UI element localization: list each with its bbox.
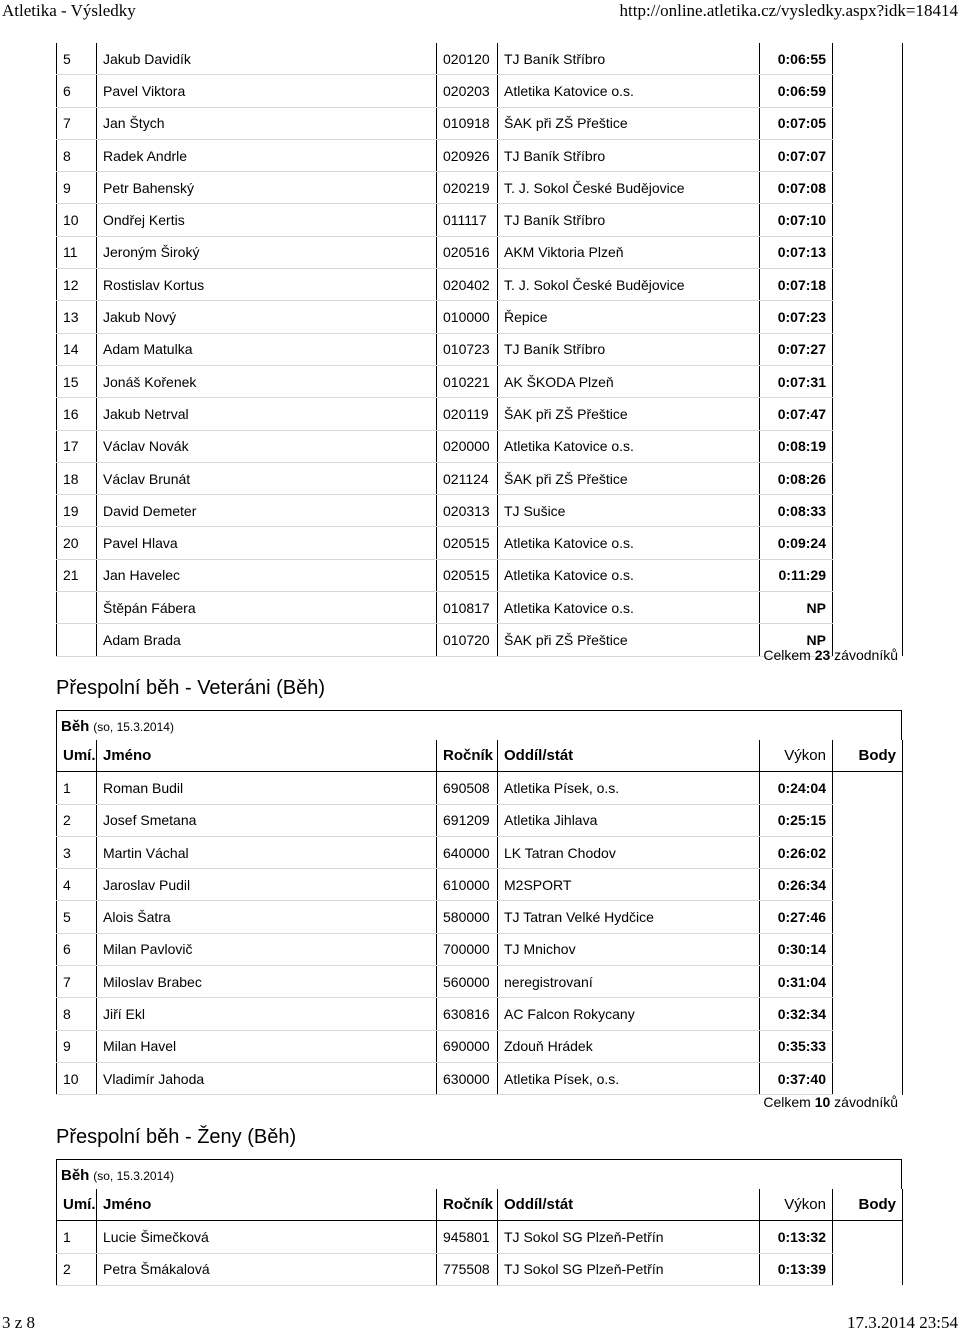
cell-name: Rostislav Kortus [97, 269, 437, 301]
cell-rank: 12 [57, 269, 97, 301]
table-row [57, 204, 903, 236]
column-header-points: Body [833, 1189, 903, 1221]
event-name: Běh [61, 1167, 90, 1184]
cell-rank: 2 [57, 1253, 97, 1285]
cell-name: Pavel Hlava [97, 527, 437, 559]
cell-year: 630816 [437, 998, 498, 1030]
cell-time: NP [760, 592, 833, 624]
table-row [57, 139, 903, 171]
print-footer [0, 1312, 960, 1334]
cell-name: Václav Novák [97, 430, 437, 462]
cell-club: T. J. Sokol České Budějovice [498, 172, 760, 204]
cell-time: 0:26:02 [760, 836, 833, 868]
cell-name: Petr Bahenský [97, 172, 437, 204]
cell-name: Miloslav Brabec [97, 966, 437, 998]
cell-name: Ondřej Kertis [97, 204, 437, 236]
cell-name: Radek Andrle [97, 139, 437, 171]
cell-time: 0:07:27 [760, 333, 833, 365]
cell-time: 0:07:31 [760, 365, 833, 397]
column-header-rank: Umí. [57, 740, 97, 772]
event-date: (so, 15.3.2014) [93, 1169, 174, 1183]
cell-rank: 2 [57, 804, 97, 836]
print-timestamp: 17.3.2014 23:54 [847, 1313, 958, 1332]
total-count-veterans: Celkem 10 závodníků [763, 1094, 898, 1110]
cell-club: Atletika Katovice o.s. [498, 559, 760, 591]
cell-name: Jakub Nový [97, 301, 437, 333]
cell-year: 020120 [437, 43, 498, 75]
cell-points [833, 172, 903, 204]
cell-year: 021124 [437, 462, 498, 494]
cell-time: 0:35:33 [760, 1030, 833, 1062]
cell-points [833, 933, 903, 965]
cell-club: AK ŠKODA Plzeň [498, 365, 760, 397]
cell-club: Atletika Písek, o.s. [498, 772, 760, 804]
cell-year: 020203 [437, 75, 498, 107]
cell-year: 630000 [437, 1062, 498, 1094]
table-row [57, 772, 903, 804]
cell-year: 010817 [437, 592, 498, 624]
cell-points [833, 495, 903, 527]
cell-points [833, 462, 903, 494]
cell-time: 0:30:14 [760, 933, 833, 965]
cell-club: AC Falcon Rokycany [498, 998, 760, 1030]
cell-rank: 9 [57, 172, 97, 204]
cell-club: Řepice [498, 301, 760, 333]
cell-name: Roman Budil [97, 772, 437, 804]
cell-name: Jan Havelec [97, 559, 437, 591]
cell-rank: 20 [57, 527, 97, 559]
column-header-name: Jméno [97, 740, 437, 772]
cell-club: neregistrovaní [498, 966, 760, 998]
cell-points [833, 333, 903, 365]
cell-year: 011117 [437, 204, 498, 236]
cell-rank: 7 [57, 966, 97, 998]
section-title-veterans: Přespolní běh - Veteráni (Běh) [56, 677, 326, 699]
table-row [57, 1030, 903, 1062]
cell-club: TJ Baník Stříbro [498, 139, 760, 171]
cell-time: 0:07:13 [760, 236, 833, 268]
total-count-juniors: Celkem 23 závodníků [763, 647, 898, 663]
cell-club: TJ Mnichov [498, 933, 760, 965]
cell-time: 0:07:18 [760, 269, 833, 301]
cell-year: 690000 [437, 1030, 498, 1062]
cell-time: 0:07:08 [760, 172, 833, 204]
header-url: http://online.atletika.cz/vysledky.aspx?idk=18414 [619, 1, 958, 20]
cell-points [833, 301, 903, 333]
header-title: Atletika - Výsledky [2, 1, 136, 20]
table-row [57, 365, 903, 397]
cell-time: 0:08:33 [760, 495, 833, 527]
cell-points [833, 430, 903, 462]
cell-time: 0:25:15 [760, 804, 833, 836]
cell-name: Jaroslav Pudil [97, 869, 437, 901]
table-row [57, 75, 903, 107]
cell-points [833, 1062, 903, 1094]
event-name: Běh [61, 718, 90, 735]
cell-points [833, 527, 903, 559]
cell-year: 020000 [437, 430, 498, 462]
cell-name: Jiří Ekl [97, 998, 437, 1030]
cell-points [833, 998, 903, 1030]
cell-club: TJ Sokol SG Plzeň-Petřín [498, 1253, 760, 1285]
cell-time: 0:31:04 [760, 966, 833, 998]
cell-year: 020119 [437, 398, 498, 430]
table-row [57, 1221, 903, 1253]
page-number: 3 z 8 [2, 1313, 36, 1332]
cell-year: 010000 [437, 301, 498, 333]
cell-time: 0:07:05 [760, 107, 833, 139]
section-title-women: Přespolní běh - Ženy (Běh) [56, 1126, 297, 1148]
table-row [57, 430, 903, 462]
cell-name: Jeroným Široký [97, 236, 437, 268]
table-row [57, 527, 903, 559]
cell-club: ŠAK při ZŠ Přeštice [498, 107, 760, 139]
cell-year: 010221 [437, 365, 498, 397]
cell-points [833, 398, 903, 430]
cell-club: M2SPORT [498, 869, 760, 901]
cell-time: 0:09:24 [760, 527, 833, 559]
cell-year: 020515 [437, 559, 498, 591]
column-header-points: Body [833, 740, 903, 772]
cell-points [833, 107, 903, 139]
cell-rank: 8 [57, 139, 97, 171]
cell-points [833, 836, 903, 868]
cell-rank: 21 [57, 559, 97, 591]
cell-year: 020313 [437, 495, 498, 527]
cell-year: 775508 [437, 1253, 498, 1285]
cell-rank: 10 [57, 1062, 97, 1094]
table-row [57, 43, 903, 75]
cell-name: Alois Šatra [97, 901, 437, 933]
cell-rank: 14 [57, 333, 97, 365]
cell-rank: 15 [57, 365, 97, 397]
cell-points [833, 592, 903, 624]
cell-club: Atletika Katovice o.s. [498, 527, 760, 559]
cell-year: 640000 [437, 836, 498, 868]
table-row [57, 462, 903, 494]
cell-name: Jan Štych [97, 107, 437, 139]
cell-year: 020516 [437, 236, 498, 268]
cell-rank: 13 [57, 301, 97, 333]
cell-year: 691209 [437, 804, 498, 836]
cell-rank: 8 [57, 998, 97, 1030]
cell-year: 010720 [437, 624, 498, 656]
cell-time: 0:07:07 [760, 139, 833, 171]
cell-time: 0:06:59 [760, 75, 833, 107]
cell-year: 010723 [437, 333, 498, 365]
cell-time: 0:13:32 [760, 1221, 833, 1253]
table-row [57, 495, 903, 527]
cell-club: TJ Baník Stříbro [498, 333, 760, 365]
cell-club: Atletika Katovice o.s. [498, 430, 760, 462]
column-header-year: Ročník [437, 1189, 498, 1221]
cell-rank: 5 [57, 901, 97, 933]
cell-points [833, 139, 903, 171]
cell-name: Vladimír Jahoda [97, 1062, 437, 1094]
cell-name: Pavel Viktora [97, 75, 437, 107]
cell-rank: 10 [57, 204, 97, 236]
cell-points [833, 236, 903, 268]
table-row [57, 269, 903, 301]
table-row [57, 869, 903, 901]
cell-points [833, 43, 903, 75]
cell-rank: 19 [57, 495, 97, 527]
cell-points [833, 1221, 903, 1253]
table-row [57, 966, 903, 998]
results-table-women [56, 1189, 903, 1286]
cell-points [833, 1030, 903, 1062]
cell-club: TJ Sušice [498, 495, 760, 527]
column-header-club: Oddíl/stát [498, 1189, 760, 1221]
cell-points [833, 559, 903, 591]
column-header-rank: Umí. [57, 1189, 97, 1221]
cell-points [833, 75, 903, 107]
cell-rank: 6 [57, 933, 97, 965]
cell-time: 0:07:23 [760, 301, 833, 333]
table-row [57, 933, 903, 965]
cell-rank: 11 [57, 236, 97, 268]
table-row [57, 1062, 903, 1094]
cell-rank: 17 [57, 430, 97, 462]
cell-rank: 18 [57, 462, 97, 494]
cell-points [833, 772, 903, 804]
cell-rank [57, 624, 97, 656]
table-row [57, 592, 903, 624]
cell-rank: 5 [57, 43, 97, 75]
cell-name: Lucie Šimečková [97, 1221, 437, 1253]
column-header-club: Oddíl/stát [498, 740, 760, 772]
cell-name: Adam Matulka [97, 333, 437, 365]
cell-club: TJ Baník Stříbro [498, 43, 760, 75]
table-row [57, 836, 903, 868]
cell-club: AKM Viktoria Plzeň [498, 236, 760, 268]
cell-time: NP [760, 624, 833, 656]
cell-name: Jakub Netrval [97, 398, 437, 430]
cell-points [833, 804, 903, 836]
cell-rank: 9 [57, 1030, 97, 1062]
cell-year: 700000 [437, 933, 498, 965]
table-row [57, 107, 903, 139]
cell-club: Zdouň Hrádek [498, 1030, 760, 1062]
results-table-juniors [56, 43, 903, 657]
event-date: (so, 15.3.2014) [93, 720, 174, 734]
table-row [57, 559, 903, 591]
column-header-time: Výkon [760, 1189, 833, 1221]
cell-year: 945801 [437, 1221, 498, 1253]
cell-year: 560000 [437, 966, 498, 998]
cell-year: 020515 [437, 527, 498, 559]
column-header-time: Výkon [760, 740, 833, 772]
cell-club: TJ Baník Stříbro [498, 204, 760, 236]
cell-rank [57, 592, 97, 624]
table-row [57, 172, 903, 204]
cell-year: 020926 [437, 139, 498, 171]
table-row [57, 804, 903, 836]
cell-name: Milan Havel [97, 1030, 437, 1062]
cell-rank: 3 [57, 836, 97, 868]
cell-year: 020219 [437, 172, 498, 204]
cell-club: Atletika Písek, o.s. [498, 1062, 760, 1094]
cell-club: ŠAK při ZŠ Přeštice [498, 624, 760, 656]
cell-time: 0:26:34 [760, 869, 833, 901]
cell-time: 0:24:04 [760, 772, 833, 804]
event-header-veterans [56, 710, 902, 740]
cell-name: Jonáš Kořenek [97, 365, 437, 397]
cell-name: Milan Pavlovič [97, 933, 437, 965]
cell-name: Josef Smetana [97, 804, 437, 836]
cell-points [833, 365, 903, 397]
cell-rank: 16 [57, 398, 97, 430]
cell-club: Atletika Katovice o.s. [498, 592, 760, 624]
cell-time: 0:37:40 [760, 1062, 833, 1094]
cell-club: ŠAK při ZŠ Přeštice [498, 398, 760, 430]
cell-rank: 1 [57, 772, 97, 804]
cell-name: Štěpán Fábera [97, 592, 437, 624]
cell-club: Atletika Jihlava [498, 804, 760, 836]
print-header [0, 0, 960, 22]
table-header-row [57, 740, 903, 772]
cell-club: Atletika Katovice o.s. [498, 75, 760, 107]
cell-name: Adam Brada [97, 624, 437, 656]
cell-club: LK Tatran Chodov [498, 836, 760, 868]
table-row [57, 901, 903, 933]
cell-name: Jakub Davidík [97, 43, 437, 75]
cell-club: T. J. Sokol České Budějovice [498, 269, 760, 301]
cell-points [833, 204, 903, 236]
cell-name: Martin Váchal [97, 836, 437, 868]
column-header-year: Ročník [437, 740, 498, 772]
results-table-veterans [56, 740, 903, 1095]
cell-year: 580000 [437, 901, 498, 933]
cell-time: 0:07:47 [760, 398, 833, 430]
cell-club: TJ Sokol SG Plzeň-Petřín [498, 1221, 760, 1253]
cell-name: Petra Šmákalová [97, 1253, 437, 1285]
table-row [57, 398, 903, 430]
cell-year: 690508 [437, 772, 498, 804]
cell-time: 0:27:46 [760, 901, 833, 933]
cell-time: 0:32:34 [760, 998, 833, 1030]
table-header-row [57, 1189, 903, 1221]
cell-time: 0:06:55 [760, 43, 833, 75]
cell-time: 0:13:39 [760, 1253, 833, 1285]
cell-rank: 7 [57, 107, 97, 139]
cell-points [833, 1253, 903, 1285]
cell-name: Václav Brunát [97, 462, 437, 494]
cell-time: 0:07:10 [760, 204, 833, 236]
table-row [57, 236, 903, 268]
table-row [57, 333, 903, 365]
cell-rank: 4 [57, 869, 97, 901]
column-header-name: Jméno [97, 1189, 437, 1221]
cell-club: ŠAK při ZŠ Přeštice [498, 462, 760, 494]
cell-points [833, 869, 903, 901]
table-row [57, 301, 903, 333]
cell-time: 0:08:19 [760, 430, 833, 462]
cell-time: 0:11:29 [760, 559, 833, 591]
cell-year: 610000 [437, 869, 498, 901]
cell-year: 010918 [437, 107, 498, 139]
table-row [57, 1253, 903, 1285]
cell-points [833, 966, 903, 998]
cell-rank: 6 [57, 75, 97, 107]
cell-time: 0:08:26 [760, 462, 833, 494]
cell-name: David Demeter [97, 495, 437, 527]
cell-year: 020402 [437, 269, 498, 301]
cell-points [833, 901, 903, 933]
cell-club: TJ Tatran Velké Hydčice [498, 901, 760, 933]
event-header-women [56, 1159, 902, 1189]
cell-points [833, 269, 903, 301]
cell-rank: 1 [57, 1221, 97, 1253]
table-row [57, 998, 903, 1030]
